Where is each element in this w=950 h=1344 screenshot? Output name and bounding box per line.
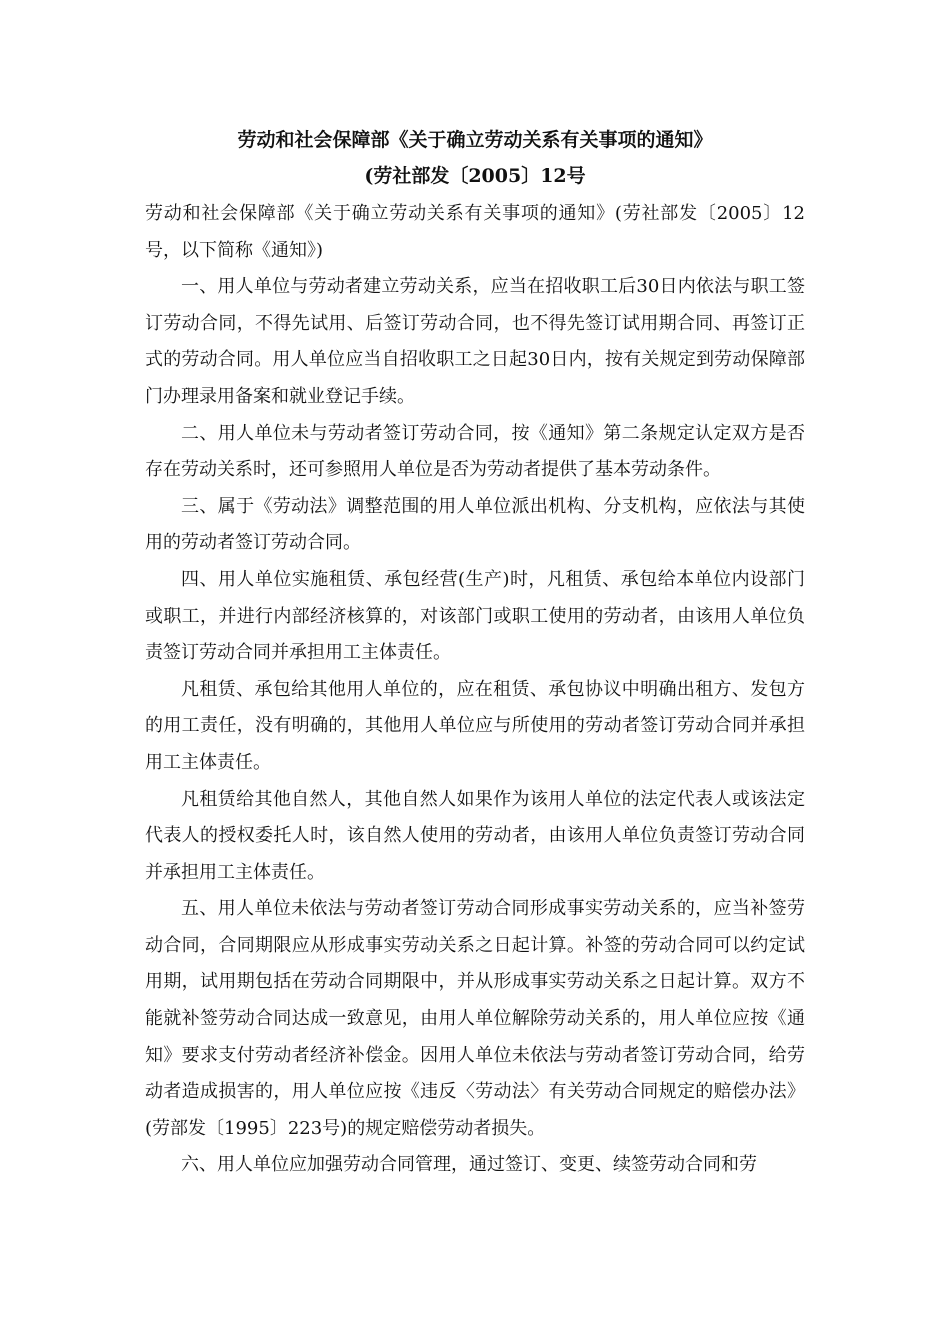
document-body (145, 196, 805, 1184)
paragraph-item-4-sub-1: 凡租赁、承包给其他用人单位的，应在租赁、承包协议中明确出租方、发包方的用工责任，没有明确的，其他用人单位应与所使用的劳动者签订劳动合同并承担用工主体责任。 (145, 678, 805, 773)
paragraph-item-4: 四、用人单位实施租赁、承包经营(生产)时，凡租赁、承包给本单位内设部门或职工，并进行内部经济核算的，对该部门或职工使用的劳动者，由该用人单位负责签订劳动合同并承担用工主体责任。 (145, 568, 805, 664)
intro-paragraph: 劳动和社会保障部《关于确立劳动关系有关事项的通知》(劳社部发〔2005〕12号，以下简称《通知》) (145, 203, 805, 261)
document-subtitle: (劳社部发〔2005〕12号 (364, 165, 586, 187)
paragraph-item-2: 二、用人单位未与劳动者签订劳动合同，按《通知》第二条规定认定双方是否存在劳动关系时，还可参照用人单位是否为劳动者提供了基本劳动条件。 (145, 422, 805, 481)
paragraph-item-6: 六、用人单位应加强劳动合同管理，通过签订、变更、续签劳动合同和劳 (181, 1154, 757, 1176)
paragraph-item-5: 五、用人单位未依法与劳动者签订劳动合同形成事实劳动关系的，应当补签劳动合同，合同期限应从形成事实劳动关系之日起计算。补签的劳动合同可以约定试用期，试用期包括在劳动合同期限中，并从形成事实劳动关系之日起计算。双方不能就补签劳动合同达成一致意见，由用人单位解除劳动关系的，用人单位应按《通知》要求支付劳动者经济补偿金。因用人单位未依法与劳动者签订劳动合同，给劳动者造成损害的，用人单位应按《违反〈劳动法〉有关劳动合同规定的赔偿办法》(劳部发〔1995〕223号)的规定赔偿劳动者损失。 (145, 898, 805, 1139)
paragraph-item-4-sub-2: 凡租赁给其他自然人，其他自然人如果作为该用人单位的法定代表人或该法定代表人的授权委托人时，该自然人使用的劳动者，由该用人单位负责签订劳动合同并承担用工主体责任。 (145, 788, 805, 883)
document-title: 劳动和社会保障部《关于确立劳动关系有关事项的通知》 (237, 129, 713, 151)
paragraph-item-1: 一、用人单位与劳动者建立劳动关系，应当在招收职工后30日内依法与职工签订劳动合同，不得先试用、后签订劳动合同，也不得先签订试用期合同、再签订正式的劳动合同。用人单位应当自招收职工之日起30日内，按有关规定到劳动保障部门办理录用备案和就业登记手续。 (145, 276, 805, 407)
paragraph-item-3: 三、属于《劳动法》调整范围的用人单位派出机构、分支机构，应依法与其使用的劳动者签订劳动合同。 (145, 495, 805, 554)
